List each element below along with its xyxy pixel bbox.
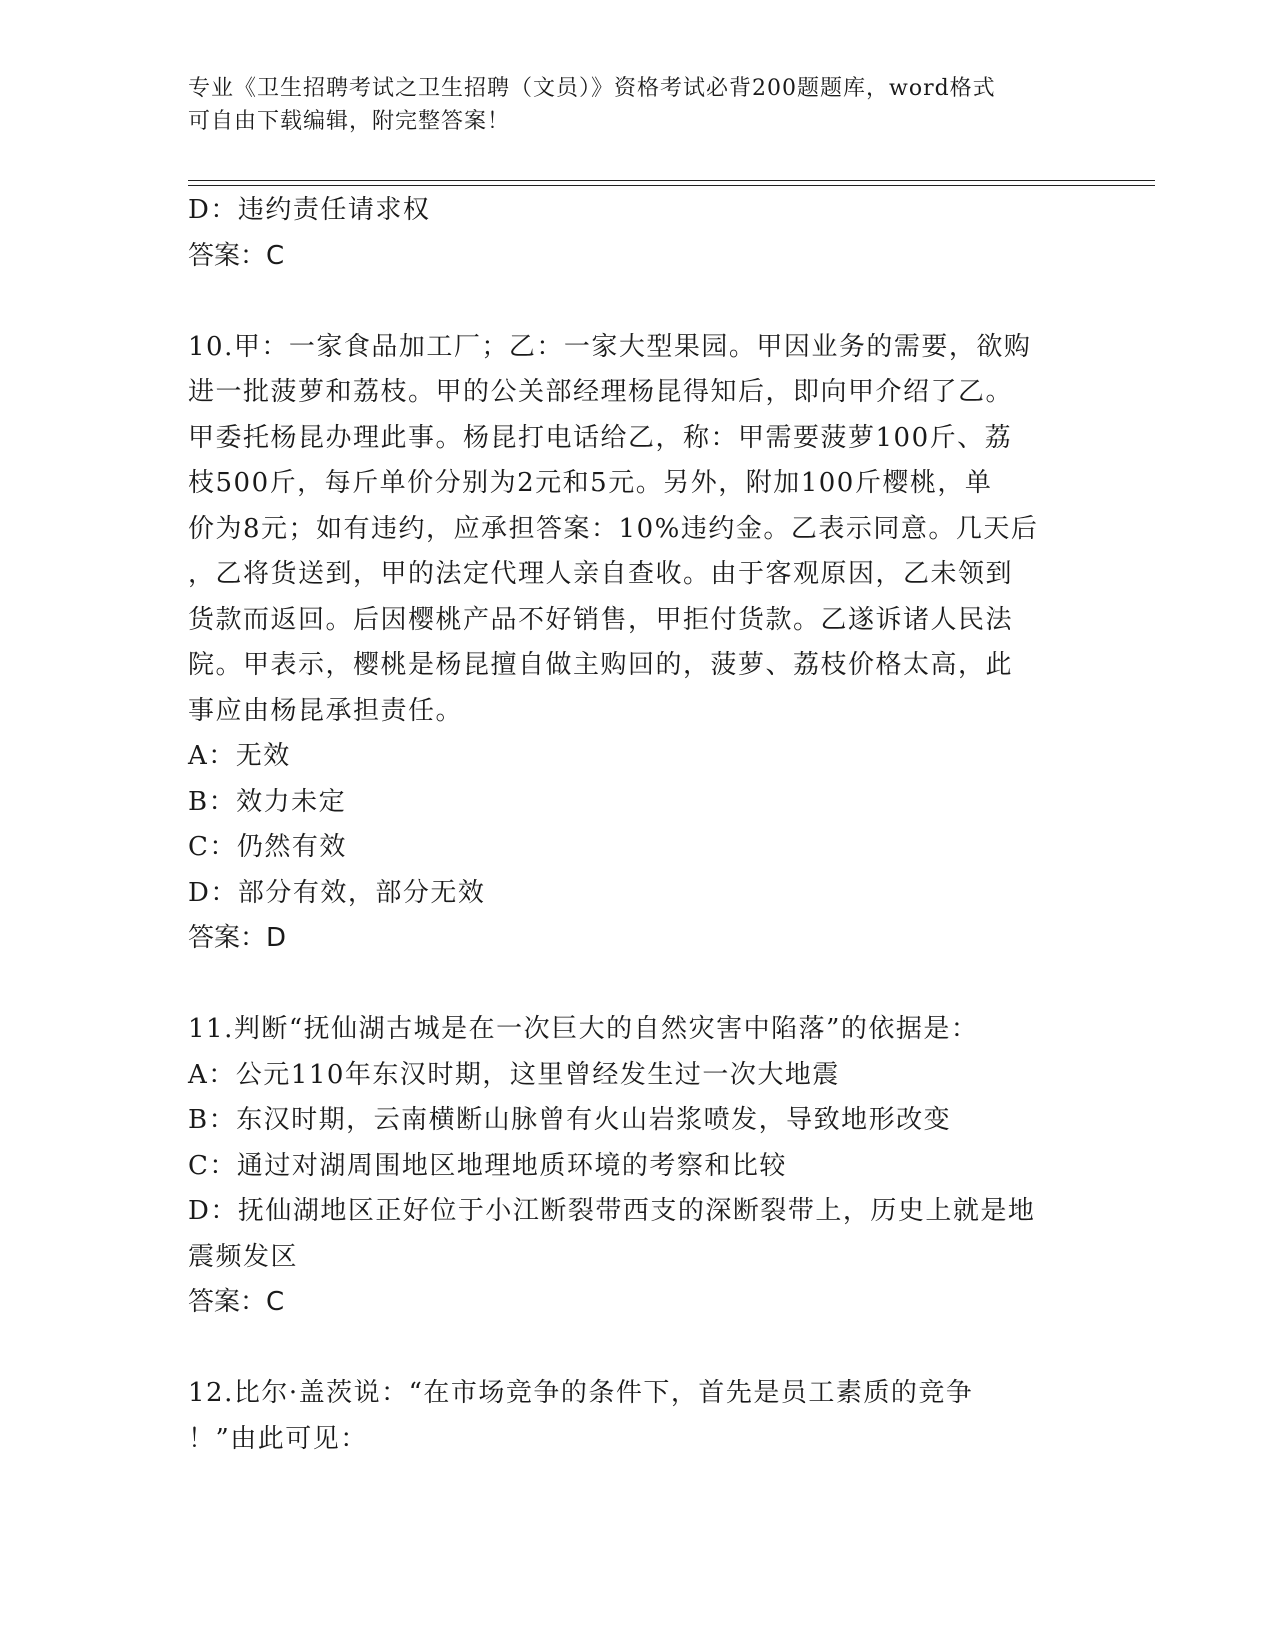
document-body xyxy=(188,188,1088,1462)
document-header xyxy=(188,72,1068,138)
q10-answer: 答案：D xyxy=(188,923,287,953)
question-10 xyxy=(188,325,1088,962)
header-rule-top xyxy=(188,180,1155,181)
q11-option-c: C：通过对湖周围地区地理地质环境的考察和比较 xyxy=(188,1150,787,1181)
q11-answer: 答案：C xyxy=(188,1287,285,1317)
q10-stem-line: 枝500斤，每斤单价分别为2元和5元。另外，附加100斤樱桃，单 xyxy=(188,468,993,498)
header-line-1: 专业《卫生招聘考试之卫生招聘（文员）》资格考试必背200题题库，word格式 xyxy=(188,76,996,101)
q10-stem-line: ，乙将货送到，甲的法定代理人亲自查收。由于客观原因，乙未领到 xyxy=(188,559,1014,589)
question-12 xyxy=(188,1371,1088,1462)
q10-option-b: B：效力未定 xyxy=(188,786,347,817)
question-11 xyxy=(188,1007,1088,1326)
spacer xyxy=(188,1326,1088,1372)
header-line-2: 可自由下载编辑，附完整答案！ xyxy=(188,109,511,134)
header-rule-bottom xyxy=(188,185,1155,186)
q10-stem-line: 进一批菠萝和荔枝。甲的公关部经理杨昆得知后，即向甲介绍了乙。 xyxy=(188,377,1014,407)
q10-stem-line: 10.甲：一家食品加工厂；乙：一家大型果园。甲因业务的需要，欲购 xyxy=(188,331,1032,362)
prev-option-d: D：违约责任请求权 xyxy=(188,195,431,225)
q10-stem-line: 院。甲表示，樱桃是杨昆擅自做主购回的，菠萝、荔枝价格太高，此 xyxy=(188,650,1014,680)
prev-answer: 答案：C xyxy=(188,240,285,271)
q10-option-d: D：部分有效，部分无效 xyxy=(188,877,486,908)
q11-stem: 11.判断“抚仙湖古城是在一次巨大的自然灾害中陷落”的依据是： xyxy=(188,1014,979,1044)
q11-option-a: A：公元110年东汉时期，这里曾经发生过一次大地震 xyxy=(188,1059,840,1090)
q12-stem-line-2: ！”由此可见： xyxy=(188,1423,368,1454)
q10-stem-line: 货款而返回。后因樱桃产品不好销售，甲拒付货款。乙遂诉诸人民法 xyxy=(188,604,1014,635)
q10-stem-line: 事应由杨昆承担责任。 xyxy=(188,695,464,726)
q12-stem-line-1: 12.比尔·盖茨说：“在市场竞争的条件下，首先是员工素质的竞争 xyxy=(188,1378,974,1408)
q10-option-c: C：仍然有效 xyxy=(188,832,347,862)
q11-option-d-line-2: 震频发区 xyxy=(188,1241,299,1272)
spacer xyxy=(188,962,1088,1008)
q11-option-b: B：东汉时期，云南横断山脉曾有火山岩浆喷发，导致地形改变 xyxy=(188,1105,952,1135)
spacer xyxy=(188,279,1088,325)
q10-stem-line: 价为8元；如有违约，应承担答案：10%违约金。乙表示同意。几天后 xyxy=(188,513,1039,544)
q10-stem-line: 甲委托杨昆办理此事。杨昆打电话给乙，称：甲需要菠萝100斤、荔 xyxy=(188,422,1013,453)
q11-option-d-line-1: D：抚仙湖地区正好位于小江断裂带西支的深断裂带上，历史上就是地 xyxy=(188,1196,1036,1226)
q10-option-a: A：无效 xyxy=(188,741,291,771)
